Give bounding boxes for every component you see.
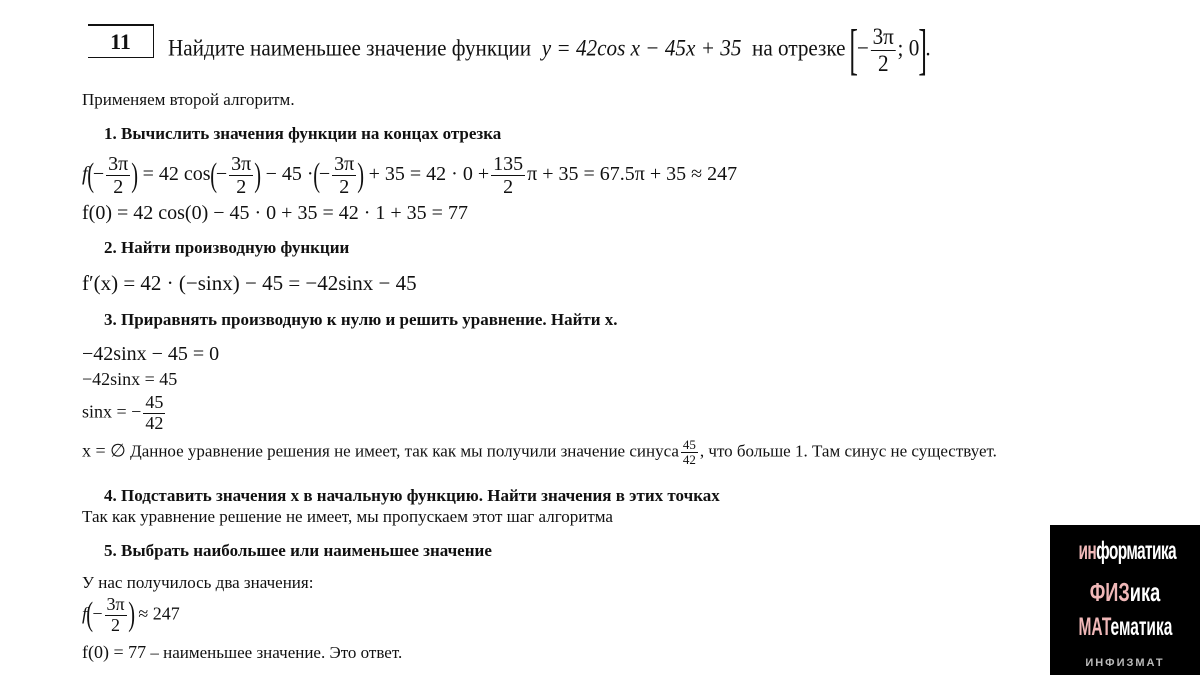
- step5-intro: У нас получилось два значения:: [82, 573, 314, 592]
- frac-num: 3π: [872, 24, 894, 50]
- paren: ): [131, 156, 139, 194]
- task-number: 11: [88, 24, 154, 58]
- fraction: [229, 153, 253, 198]
- fraction: [491, 153, 525, 198]
- step1-f0: f(0) = 42 cos(0) − 45 · 0 + 35 = 42 · 1 + 35 = 77: [82, 202, 468, 224]
- frac-den: 2: [871, 50, 896, 76]
- step-1-title: 1. Вычислить значения функции на концах отрезка: [104, 124, 502, 143]
- paren: (: [86, 156, 94, 194]
- equation-1: −42sinx − 45 = 0: [82, 343, 220, 365]
- step-5-title: 5. Выбрать наибольшее или наименьшее значение: [104, 541, 492, 560]
- frac-den: 2: [332, 175, 356, 198]
- paren: ): [254, 156, 262, 194]
- task-statement: [168, 18, 931, 82]
- paren: ): [127, 596, 135, 634]
- logo-text: ин: [1078, 537, 1097, 565]
- value-1: [82, 595, 180, 636]
- value-2-math: f(0) = 77: [82, 642, 147, 662]
- conclusion-tail: , что больше 1. Там синус не существует.: [699, 441, 997, 461]
- intro-text: Применяем второй алгоритм.: [82, 90, 295, 109]
- interval-label: на отрезке: [752, 35, 846, 61]
- right-bracket: ]: [918, 19, 927, 81]
- empty-set: x = ∅: [82, 440, 126, 461]
- frac-num: 3π: [108, 153, 129, 175]
- fraction: [106, 153, 130, 198]
- eq-left: sinx = −: [82, 401, 142, 422]
- paren: (: [86, 596, 94, 634]
- frac-den: 42: [145, 412, 164, 433]
- infizmat-logo: [1050, 525, 1200, 675]
- minus: −: [92, 603, 103, 624]
- frac-num: 3π: [231, 153, 252, 175]
- equation-3: [82, 393, 167, 434]
- minus: −: [318, 163, 331, 186]
- period: .: [925, 35, 931, 61]
- left-bracket: [: [849, 19, 859, 81]
- frac-num: 45: [682, 437, 696, 452]
- conclusion: [82, 438, 997, 468]
- minus: −: [215, 163, 228, 186]
- minus: −: [92, 163, 105, 186]
- logo-text: ематика: [1110, 613, 1173, 641]
- interval-minus: −: [856, 35, 869, 61]
- frac-den: 42: [682, 452, 696, 468]
- frac-num: 135: [493, 153, 524, 175]
- fraction: [105, 595, 127, 636]
- frac-den: 2: [229, 175, 253, 198]
- step-4-title: 4. Подставить значения x в начальную функцию. Найти значения в этих точках: [104, 486, 720, 505]
- frac-num: 3π: [334, 153, 355, 175]
- logo-caption: ИНФИЗМАТ: [1085, 657, 1165, 669]
- step-2-title: 2. Найти производную функции: [104, 238, 350, 257]
- equation-2: −42sinx = 45: [82, 369, 178, 389]
- frac-den: 2: [491, 175, 525, 198]
- calc-part: − 45 ·: [265, 163, 314, 186]
- derivative: f′(x) = 42 · (−sinx) − 45 = −42sinx − 45: [82, 271, 417, 295]
- value-2: [82, 642, 402, 663]
- task-prompt: Найдите наименьшее значение функции: [168, 35, 532, 61]
- fraction: [332, 153, 356, 198]
- fraction: [681, 438, 698, 468]
- conclusion-text: Данное уравнение решения не имеет, так как мы получили значение синуса: [130, 441, 679, 461]
- f: f: [82, 163, 88, 186]
- f: f: [82, 603, 88, 624]
- value-1-result: ≈ 247: [138, 603, 180, 624]
- frac-den: 2: [105, 615, 127, 636]
- interval-rest: ; 0: [897, 35, 920, 61]
- paren: (: [312, 156, 320, 194]
- logo-text: ика: [1129, 577, 1161, 607]
- logo-text: форматика: [1096, 537, 1177, 565]
- paren: (: [209, 156, 217, 194]
- value-2-text: – наименьшее значение. Это ответ.: [150, 643, 403, 662]
- step-3-title: 3. Приравнять производную к нулю и решить уравнение. Найти x.: [104, 310, 618, 329]
- calc-part: π + 35 = 67.5π + 35 ≈ 247: [527, 163, 738, 186]
- frac-num: 45: [145, 392, 164, 412]
- paren: ): [357, 156, 365, 194]
- task-function: y = 42cos x − 45x + 35: [541, 35, 742, 61]
- fraction: [143, 393, 165, 434]
- calc-part: + 35 = 42 · 0 +: [368, 163, 490, 186]
- frac-num: 3π: [106, 594, 125, 614]
- logo-text: ФИЗ: [1089, 577, 1130, 607]
- frac-den: 2: [106, 175, 130, 198]
- step4-text: Так как уравнение решение не имеет, мы пропускаем этот шаг алгоритма: [82, 507, 613, 526]
- calc-part: = 42 cos: [142, 163, 211, 186]
- step1-calc: [82, 153, 737, 198]
- interval-fraction: [871, 24, 896, 76]
- logo-text: МАТ: [1078, 613, 1111, 641]
